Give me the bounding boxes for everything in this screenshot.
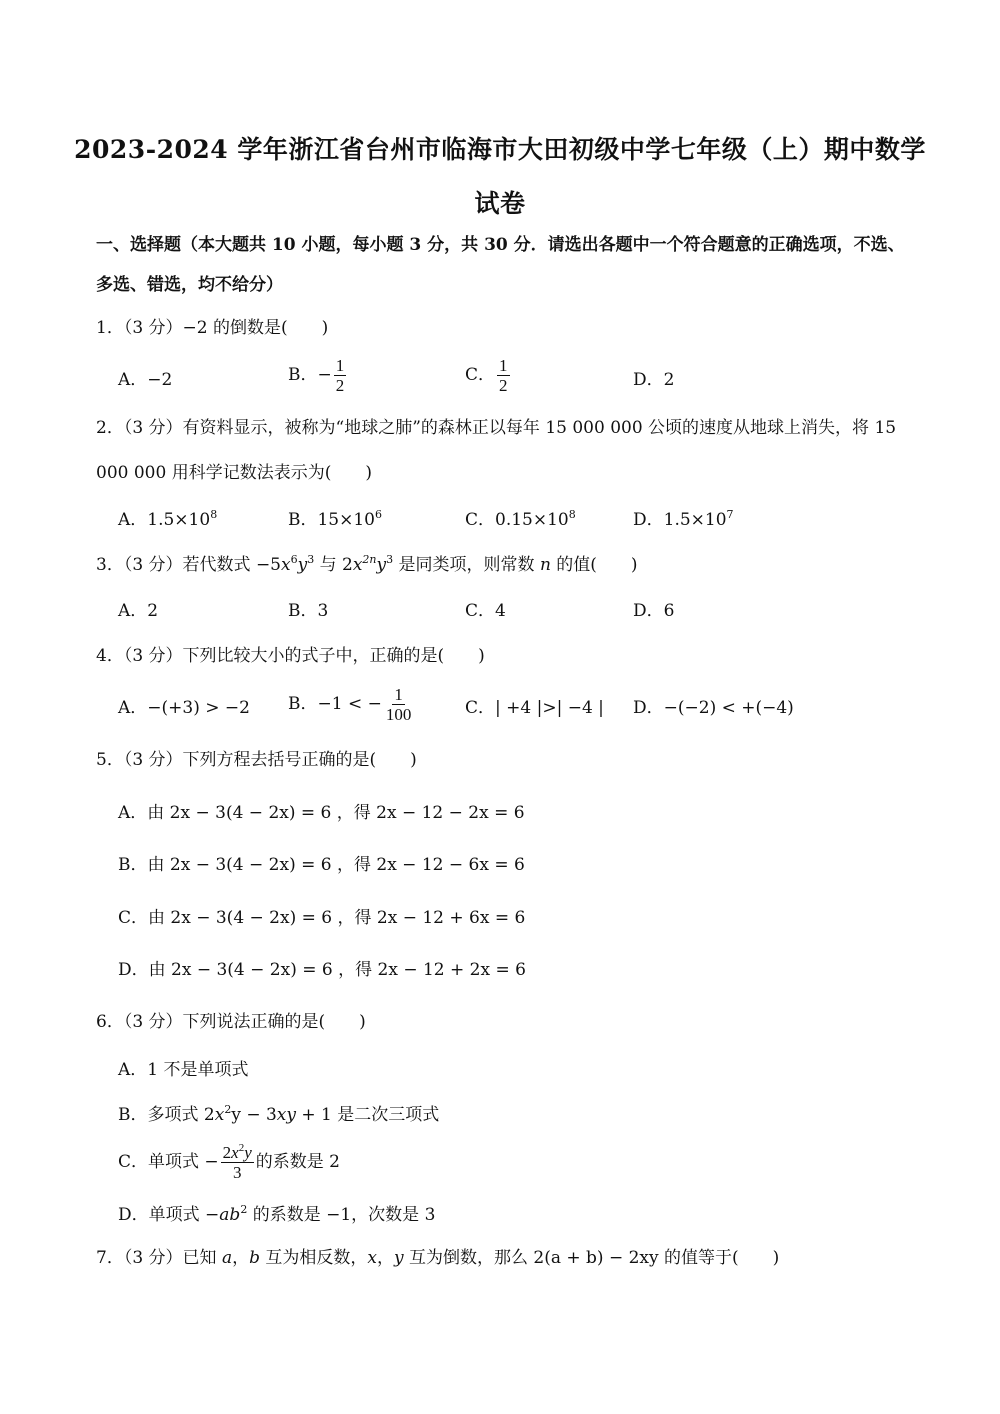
section-heading: 一、选择题（本大题共 10 小题，每小题 3 分，共 30 分．请选出各题中一个符合题意的正确选项，不选、 (96, 235, 905, 255)
var-y: y (244, 1143, 252, 1162)
q2-option-c (465, 510, 576, 530)
q3-stem-part: 的值( ) (550, 555, 638, 575)
q5-option-c: C．由 2x − 3(4 − 2x) = 6 ，得 2x − 12 + 6x = 6 (118, 908, 526, 928)
q2-option-b (288, 510, 382, 530)
question-7-stem (96, 1248, 926, 1268)
exponent: 2 (238, 1142, 245, 1154)
fraction-numerator: 1 (335, 356, 345, 375)
q6-option-d (118, 1205, 435, 1225)
q6-option-d-part: D．单项式 − (118, 1205, 220, 1225)
fraction-denominator: 100 (385, 705, 412, 724)
q6-exponent: 2 (240, 1203, 248, 1216)
q3-option-c: C．4 (465, 601, 506, 621)
q7-stem-part: 7．（3 分）已知 (96, 1248, 222, 1268)
q2-option-a-base: A．1.5×10 (118, 510, 211, 530)
q3-stem-part: 是同类项，则常数 (393, 555, 540, 575)
q1-option-b-prefix: B．− (288, 365, 332, 385)
q6-var-xy: xy (276, 1105, 296, 1125)
q1-option-c (465, 356, 512, 395)
q4-option-d: D．−(−2) < +(−4) (633, 698, 794, 718)
q4-option-c: C．| +4 |>| −4 | (465, 698, 604, 718)
fraction-numerator: 1 (394, 685, 403, 704)
fraction-numerator: 1 (499, 356, 508, 375)
q4-option-b (288, 685, 415, 724)
q3-exponent: 3 (386, 553, 394, 566)
question-2-stem: 2．（3 分）有资料显示，被称为“地球之肺”的森林正以每年 15 000 000 公顷的速度从地球上消失，将 15 (96, 418, 897, 438)
q2-option-d (633, 510, 734, 530)
q7-var-a: a (221, 1248, 233, 1268)
q4-option-b-prefix: B．−1 < − (288, 694, 382, 714)
q6-exponent: 2 (224, 1103, 232, 1116)
q1-option-d: D．2 (633, 370, 675, 390)
q6-option-b-part: y − 3 (231, 1105, 277, 1125)
q3-option-d: D．6 (633, 601, 675, 621)
q1-option-a: A．−2 (118, 370, 173, 390)
q3-var-x: x (352, 555, 363, 575)
q6-var-x: x (214, 1105, 225, 1125)
q1-option-b (288, 356, 348, 395)
q7-stem-part: ， (376, 1248, 394, 1268)
q6-option-b-part: + 1 是二次三项式 (296, 1105, 440, 1125)
section-heading-cont: 多选、错选，均不给分） (96, 275, 283, 295)
q7-stem-part: 互为倒数，那么 2(a + b) − 2xy 的值等于( ) (403, 1248, 780, 1268)
q3-option-a: A．2 (118, 601, 159, 621)
q2-option-a-exponent: 8 (210, 508, 218, 521)
q2-option-c-base: C．0.15×10 (465, 510, 569, 530)
coefficient: 2 (222, 1143, 232, 1162)
q2-option-c-exponent: 8 (568, 508, 576, 521)
q6-option-d-part: 的系数是 −1，次数是 3 (247, 1205, 436, 1225)
q3-exponent: 2n (362, 553, 377, 566)
q3-var-y: y (376, 555, 387, 575)
q6-var-ab: ab (219, 1205, 241, 1225)
q3-stem-part: 3．（3 分）若代数式 −5 (96, 555, 281, 575)
q2-option-a (118, 510, 217, 530)
q1-option-c-prefix: C． (465, 365, 496, 385)
fraction-numerator (221, 1143, 254, 1163)
q6-option-b-part: B．多项式 2 (118, 1105, 215, 1125)
q7-var-y: y (393, 1248, 404, 1268)
q2-option-d-base: D．1.5×10 (633, 510, 727, 530)
question-5-stem: 5．（3 分）下列方程去括号正确的是( ) (96, 750, 417, 770)
fraction-denominator: 2 (499, 376, 508, 395)
q6-option-c-prefix: C．单项式 − (118, 1152, 219, 1172)
question-2-stem-cont: 000 000 用科学记数法表示为( ) (96, 463, 372, 483)
fraction-denominator: 3 (232, 1163, 242, 1182)
q4-option-a: A．−(+3) > −2 (118, 698, 250, 718)
q3-var-n: n (539, 555, 551, 575)
question-6-stem: 6．（3 分）下列说法正确的是( ) (96, 1012, 366, 1032)
q3-exponent: 3 (307, 553, 315, 566)
question-1-stem: 1．（3 分）−2 的倒数是( ) (96, 318, 329, 338)
q4-option-b-fraction (384, 685, 414, 724)
q6-option-c-suffix: 的系数是 2 (255, 1152, 340, 1172)
q5-option-b: B．由 2x − 3(4 − 2x) = 6 ，得 2x − 12 − 6x = 6 (118, 855, 525, 875)
q1-option-b-fraction (334, 356, 347, 395)
q3-option-b: B．3 (288, 601, 329, 621)
q5-option-a: A．由 2x − 3(4 − 2x) = 6 ，得 2x − 12 − 2x = 6 (118, 803, 525, 823)
q6-option-b (118, 1105, 439, 1125)
q7-stem-part: 互为相反数， (259, 1248, 368, 1268)
exam-title-cont: 试卷 (474, 189, 526, 218)
q3-stem-part: 与 2 (314, 555, 353, 575)
q1-option-c-fraction (497, 356, 510, 395)
var-x: x (231, 1143, 239, 1162)
q5-option-d: D．由 2x − 3(4 − 2x) = 6 ，得 2x − 12 + 2x = 6 (118, 960, 526, 980)
q6-option-a: A．1 不是单项式 (118, 1060, 249, 1080)
question-3-stem (96, 555, 926, 575)
q7-var-x: x (367, 1248, 377, 1268)
q3-exponent: 6 (290, 553, 298, 566)
q6-option-c (118, 1143, 340, 1182)
q3-var-x: x (281, 555, 291, 575)
q2-option-b-exponent: 6 (375, 508, 383, 521)
question-4-stem: 4．（3 分）下列比较大小的式子中，正确的是( ) (96, 646, 485, 666)
q6-option-c-fraction (221, 1143, 254, 1182)
q2-option-d-exponent: 7 (726, 508, 734, 521)
exam-title: 2023-2024 学年浙江省台州市临海市大田初级中学七年级（上）期中数学 (74, 135, 926, 164)
q3-var-y: y (297, 555, 308, 575)
q7-stem-part: ， (232, 1248, 250, 1268)
q2-option-b-base: B．15×10 (288, 510, 376, 530)
q7-var-b: b (249, 1248, 260, 1268)
fraction-denominator: 2 (335, 376, 345, 395)
